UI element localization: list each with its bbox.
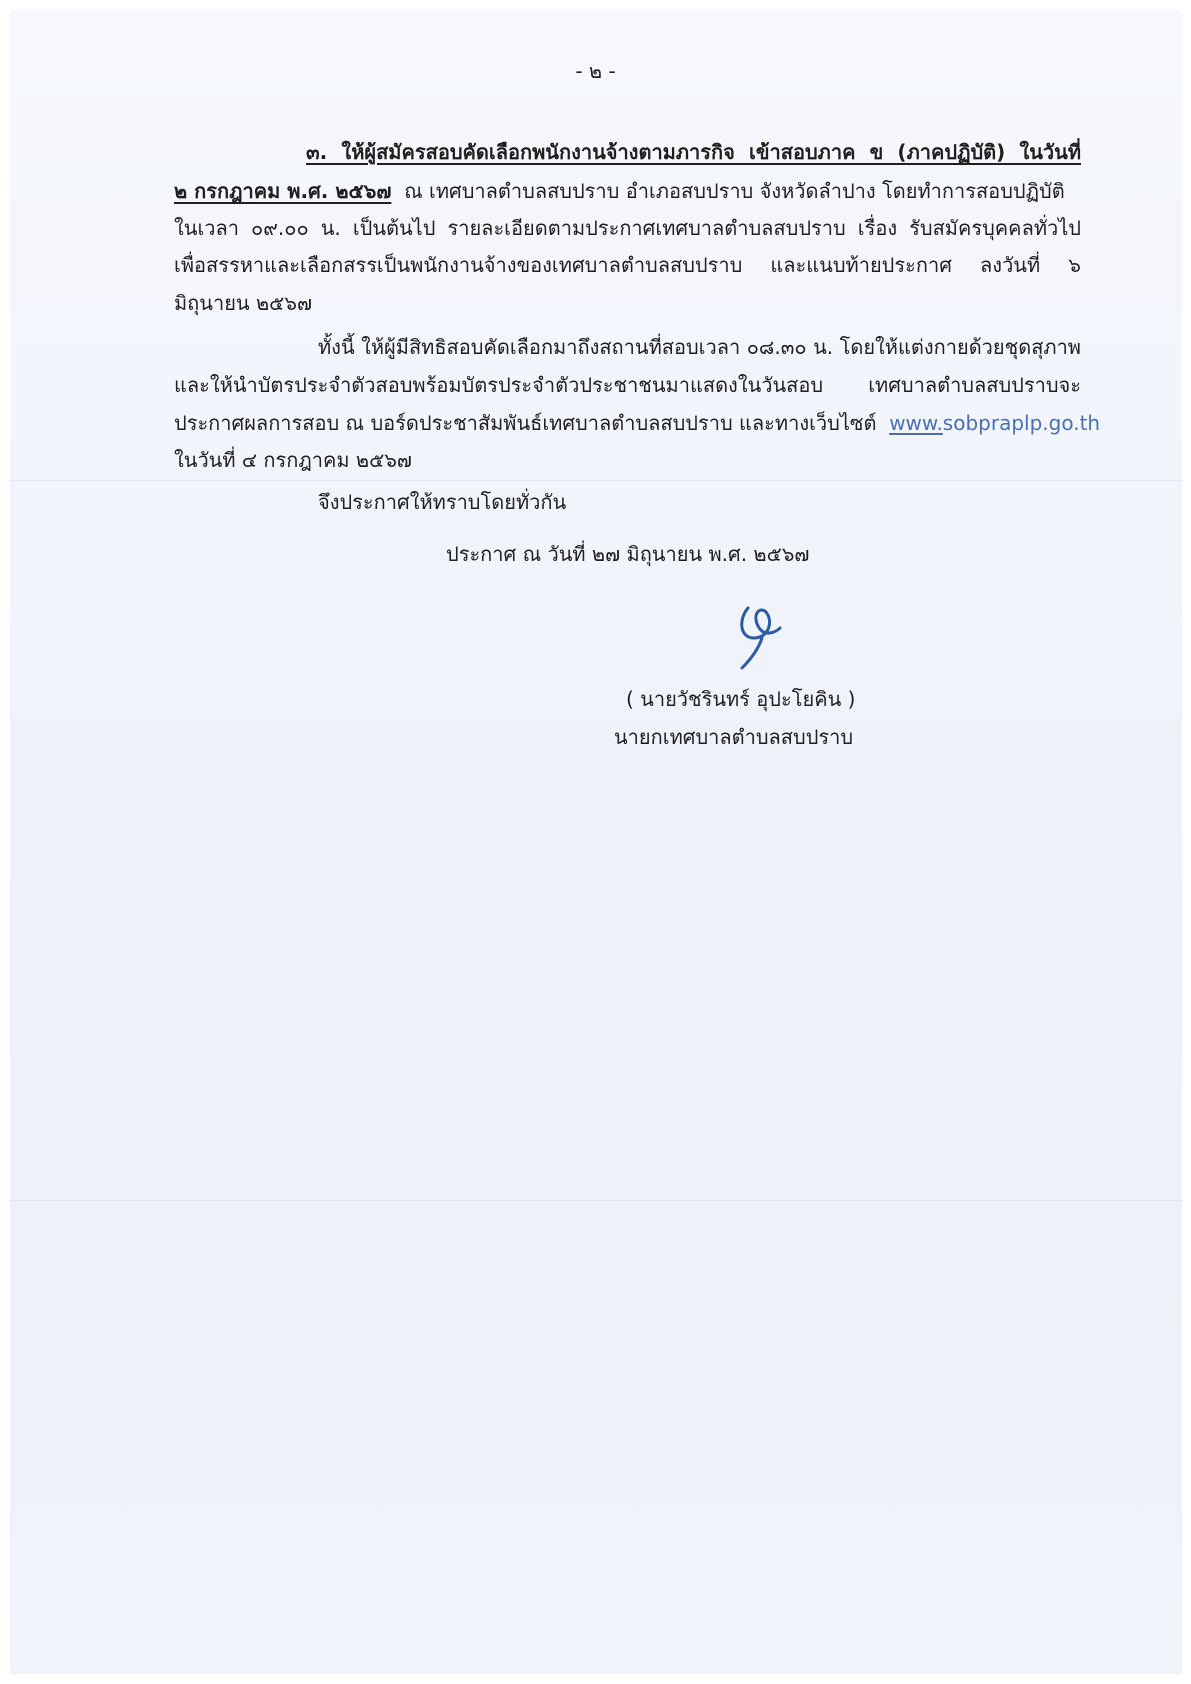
item3-date: ๒ กรกฎาคม พ.ศ. ๒๕๖๗ [174, 179, 392, 203]
item3-line3: ในเวลา ๐๙.๐๐ น. เป็นต้นไป รายละเอียดตามประกาศเทศบาลตำบลสบปราบ เรื่อง รับสมัครบุคคลทั่วไป [174, 216, 1081, 240]
item3-line5: มิถุนายน ๒๕๖๗ [174, 291, 312, 315]
closing-statement: จึงประกาศให้ทราบโดยทั่วกัน [318, 490, 567, 514]
announcement-date: ประกาศ ณ วันที่ ๒๗ มิถุนายน พ.ศ. ๒๕๖๗ [446, 542, 810, 566]
website-link-prefix[interactable]: www. [889, 411, 943, 435]
notice-line4: ในวันที่ ๔ กรกฎาคม ๒๕๖๗ [174, 448, 412, 472]
notice-line2: และให้นำบัตรประจำตัวสอบพร้อมบัตรประจำตัวประชาชนมาแสดงในวันสอบ เทศบาลตำบลสบปราบจะ [174, 373, 1081, 397]
signer-name: ( นายวัชรินทร์ อุปะโยคิน ) [626, 687, 856, 711]
paper-crease [10, 480, 1182, 481]
page-number: - ๒ - [575, 59, 616, 83]
item3-heading: ๓. ให้ผู้สมัครสอบคัดเลือกพนักงานจ้างตามภารกิจ เข้าสอบภาค ข (ภาคปฏิบัติ) ในวันที่ [306, 140, 1081, 164]
website-link-domain[interactable]: sobpraplp.go.th [942, 411, 1101, 435]
item3-line4: เพื่อสรรหาและเลือกสรรเป็นพนักงานจ้างของเทศบาลตำบลสบปราบ และแนบท้ายประกาศ ลงวันที่ ๖ [174, 253, 1081, 277]
signer-title: นายกเทศบาลตำบลสบปราบ [614, 725, 854, 749]
handwritten-signature [728, 598, 798, 678]
notice-line3-text: ประกาศผลการสอบ ณ บอร์ดประชาสัมพันธ์เทศบาลตำบลสบปราบ และทางเว็บไซต์ [174, 411, 877, 435]
notice-line3 [174, 404, 1100, 442]
item3-line2 [174, 172, 1065, 210]
paper-crease [10, 1200, 1182, 1201]
item3-line2-rest: ณ เทศบาลตำบลสบปราบ อำเภอสบปราบ จังหวัดลำปาง โดยทำการสอบปฏิบัติ [404, 179, 1065, 203]
notice-line1: ทั้งนี้ ให้ผู้มีสิทธิสอบคัดเลือกมาถึงสถานที่สอบเวลา ๐๘.๓๐ น. โดยให้แต่งกายด้วยชุดสุภาพ [318, 335, 1081, 359]
